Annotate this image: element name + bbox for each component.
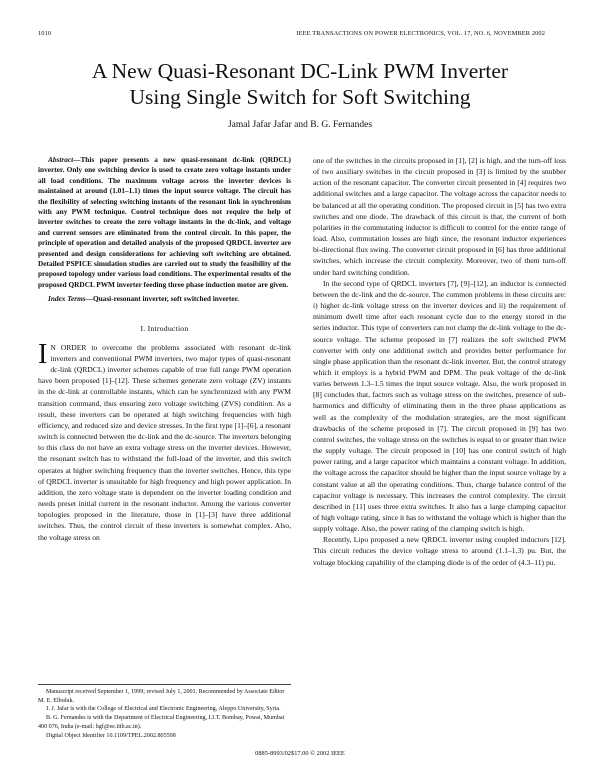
drop-cap: I: [38, 338, 48, 370]
footnotes: [38, 688, 291, 740]
abstract-text: This paper presents a new quasi-resonant dc-link (QRDCL) inverter. Only one switching device is used to create zero voltage instants under all load conditions. The maximum voltage across the inverter devices is maintained at around (1.01–1.1) times the input source voltage. The circuit has the flexibility of selecting switching instants of the resonant link in synchronism with any PWM technique. Control technique does not require the help of inverter switches to create the zero voltage instants in the dc-link, and voltage and current sensors are eliminated from the control circuit. In this paper, the principle of operation and detailed analysis of the proposed QRDCL inverter are presented and design considerations for achieving soft switching are obtained. Detailed PSPICE simulation studies are carried out to study the feasibility of the proposed topology under various load conditions. The experimental results of the proposed QRDCL PWM inverter feeding three phase induction motor are given.: [38, 155, 291, 289]
right-column: [313, 155, 566, 568]
abstract-lead: Abstract—: [48, 155, 81, 164]
paper-title: [40, 58, 560, 110]
abstract: [38, 155, 291, 290]
left-column: [38, 155, 291, 543]
footnote-author-1: J. J. Jafar is with the College of Electrical and Electronic Engineering, Aleppo University, Syria.: [46, 706, 281, 713]
intro-paragraph-3: In the second type of QRDCL inverters [7], [9]–[12], an inductor is connected between the dc-link and the dc-source. The common problems in these circuits are: i) higher dc-link voltage stress on the inverter devices and ii) the requirement of minimum dwell time after each resonant cycle due to the energy stored in the series inductor. This type of converters can not clamp the dc-link voltage to the dc-source voltage. The scheme proposed in [7] realizes the soft switched PWM converter with only one additional switch and provides better performance for single phase application than the resonant dc-link inverter. But, the control strategy which it employs is a hybrid PWM and DPM. The peak voltage of the dc-link varies between 1.3–1.5 times the input source voltage. Also, the work proposed in [8] concludes that, factors such as voltage stress on the switches, presence of sub-harmonics and difficulty of eliminating them in the three phase applications as well as the complexity of the modulation strategies, are the most significant drawbacks of the scheme proposed in [7]. The circuit proposed in [9] has two control switches, the voltage stress on the switches is equal to or greater than twice the supply voltage. The circuit proposed in [10] has one control switch of high power rating, and a large capacitor which maintains a constant voltage. In addition, the voltage across the capacitor should be higher than the input source voltage by a constant value at all the operating conditions. Thus, charge balance control of the capacitor voltage is necessary. This increases the control complexity. The circuit described in [11] uses three extra switches. It also has a large clamping capacitor of high voltage rating, since it has to withstand the voltage which is higher than the supply voltage. Also, the power rating of the clamping switch is high.: [313, 278, 566, 534]
page-number: 1010: [38, 30, 52, 37]
intro-paragraph-4: Recently, Lipo proposed a new QRDCL inverter using coupled inductors [12]. This circuit reduces the device voltage stress to around (1.1–1.3) pu. But, the voltage blocking capability of the clamping diode is of the order of (4.3–11) pu.: [313, 535, 566, 567]
index-terms-text: Quasi-resonant inverter, soft switched inverter.: [92, 294, 239, 304]
section-heading: I. Introduction: [140, 323, 189, 333]
title-line-2: Using Single Switch for Soft Switching: [129, 85, 471, 109]
intro-paragraph-1: [38, 338, 291, 543]
footnote-author-2: B. G. Fernandes is with the Department of Electrical Engineering, I.I.T. Bombay, Powai, Mumbai 400 076, India (e-mail: bgf@ee.iitb.ac.in).: [38, 715, 285, 730]
journal-header: IEEE TRANSACTIONS ON POWER ELECTRONICS, VOL. 17, NO. 6, NOVEMBER 2002: [296, 30, 545, 37]
copyright-line: 0885-8993/02$17.00 © 2002 IEEE: [255, 750, 345, 757]
authors: Jamal Jafar Jafar and B. G. Fernandes: [227, 120, 373, 130]
intro-paragraph-2: one of the switches in the circuits proposed in [1], [2] is high, and the turn-off loss of two auxiliary switches in the circuit proposed in [3] is limited by the snubber action of the resonant capacitor. The converter circuit presented in [4] requires two additional switches and a large capacitor. The voltage across the capacitor needs to be balanced at all the operating condition. The proposed circuit in [5] has two extra switches and one diode. The drawback of this circuit is that, the current of both polarities in the commutating inductor is difficult to control for the entire range of load. Also, commutation losses are high since, the resonant inductor experiences bi-directional flux swing. The converter circuit proposed in [6] has three additional switches, which increase the circuit complexity. Moreover, two of them turn-off under hard switching condition.: [313, 156, 566, 277]
title-line-1: A New Quasi-Resonant DC-Link PWM Inverter: [91, 59, 509, 83]
index-terms-lead: Index Terms—: [48, 294, 93, 304]
intro-paragraph-1-text: N ORDER to overcome the problems associated with resonant dc-link inverters and conventional PWM inverters, two major types of quasi-resonant dc-link (QRDCL) inverter schemes capable of true full range PWM operation have been proposed [1]–[12]. These schemes generate zero voltage (ZV) instants in the dc-link at controllable instants, which can be synchronized with any PWM transition command, thus ensuring zero voltage switching (ZVS) condition. As a result, these inverters can be operated at high switching frequencies with high efficiency, and reduced size and device stresses. In the first type [1]–[6], a resonant switch is connected between the dc-link and the dc-source. The inverters belonging to this class do not have an extra voltage stress on the inverter devices. However, the resonant switch has to withstand the full-load of the inverter, and this switch operates at higher switching frequency than the inverter switches. Hence, this type of QRDCL inverter is unsuitable for high frequency and high power application. In addition, the zero voltage state is dependent on the inverter loading condition and needs preset initial current in the resonant inductor. Among the various converter topologies proposed in the literature, those in [1]–[3] have three additional switches. Thus, the control circuit of these inverters is somewhat complex. Also, the voltage stress on: [38, 342, 291, 542]
index-terms: [38, 294, 291, 304]
running-header: [38, 30, 545, 40]
footnote-manuscript: Manuscript received September 1, 1999; revised July 1, 2001. Recommended by Associate Editor M. E. Elbuluk.: [38, 689, 285, 704]
footnote-rule: [38, 684, 291, 685]
footnote-doi: Digital Object Identifier 10.1109/TPEL.2002.805598: [46, 732, 176, 739]
